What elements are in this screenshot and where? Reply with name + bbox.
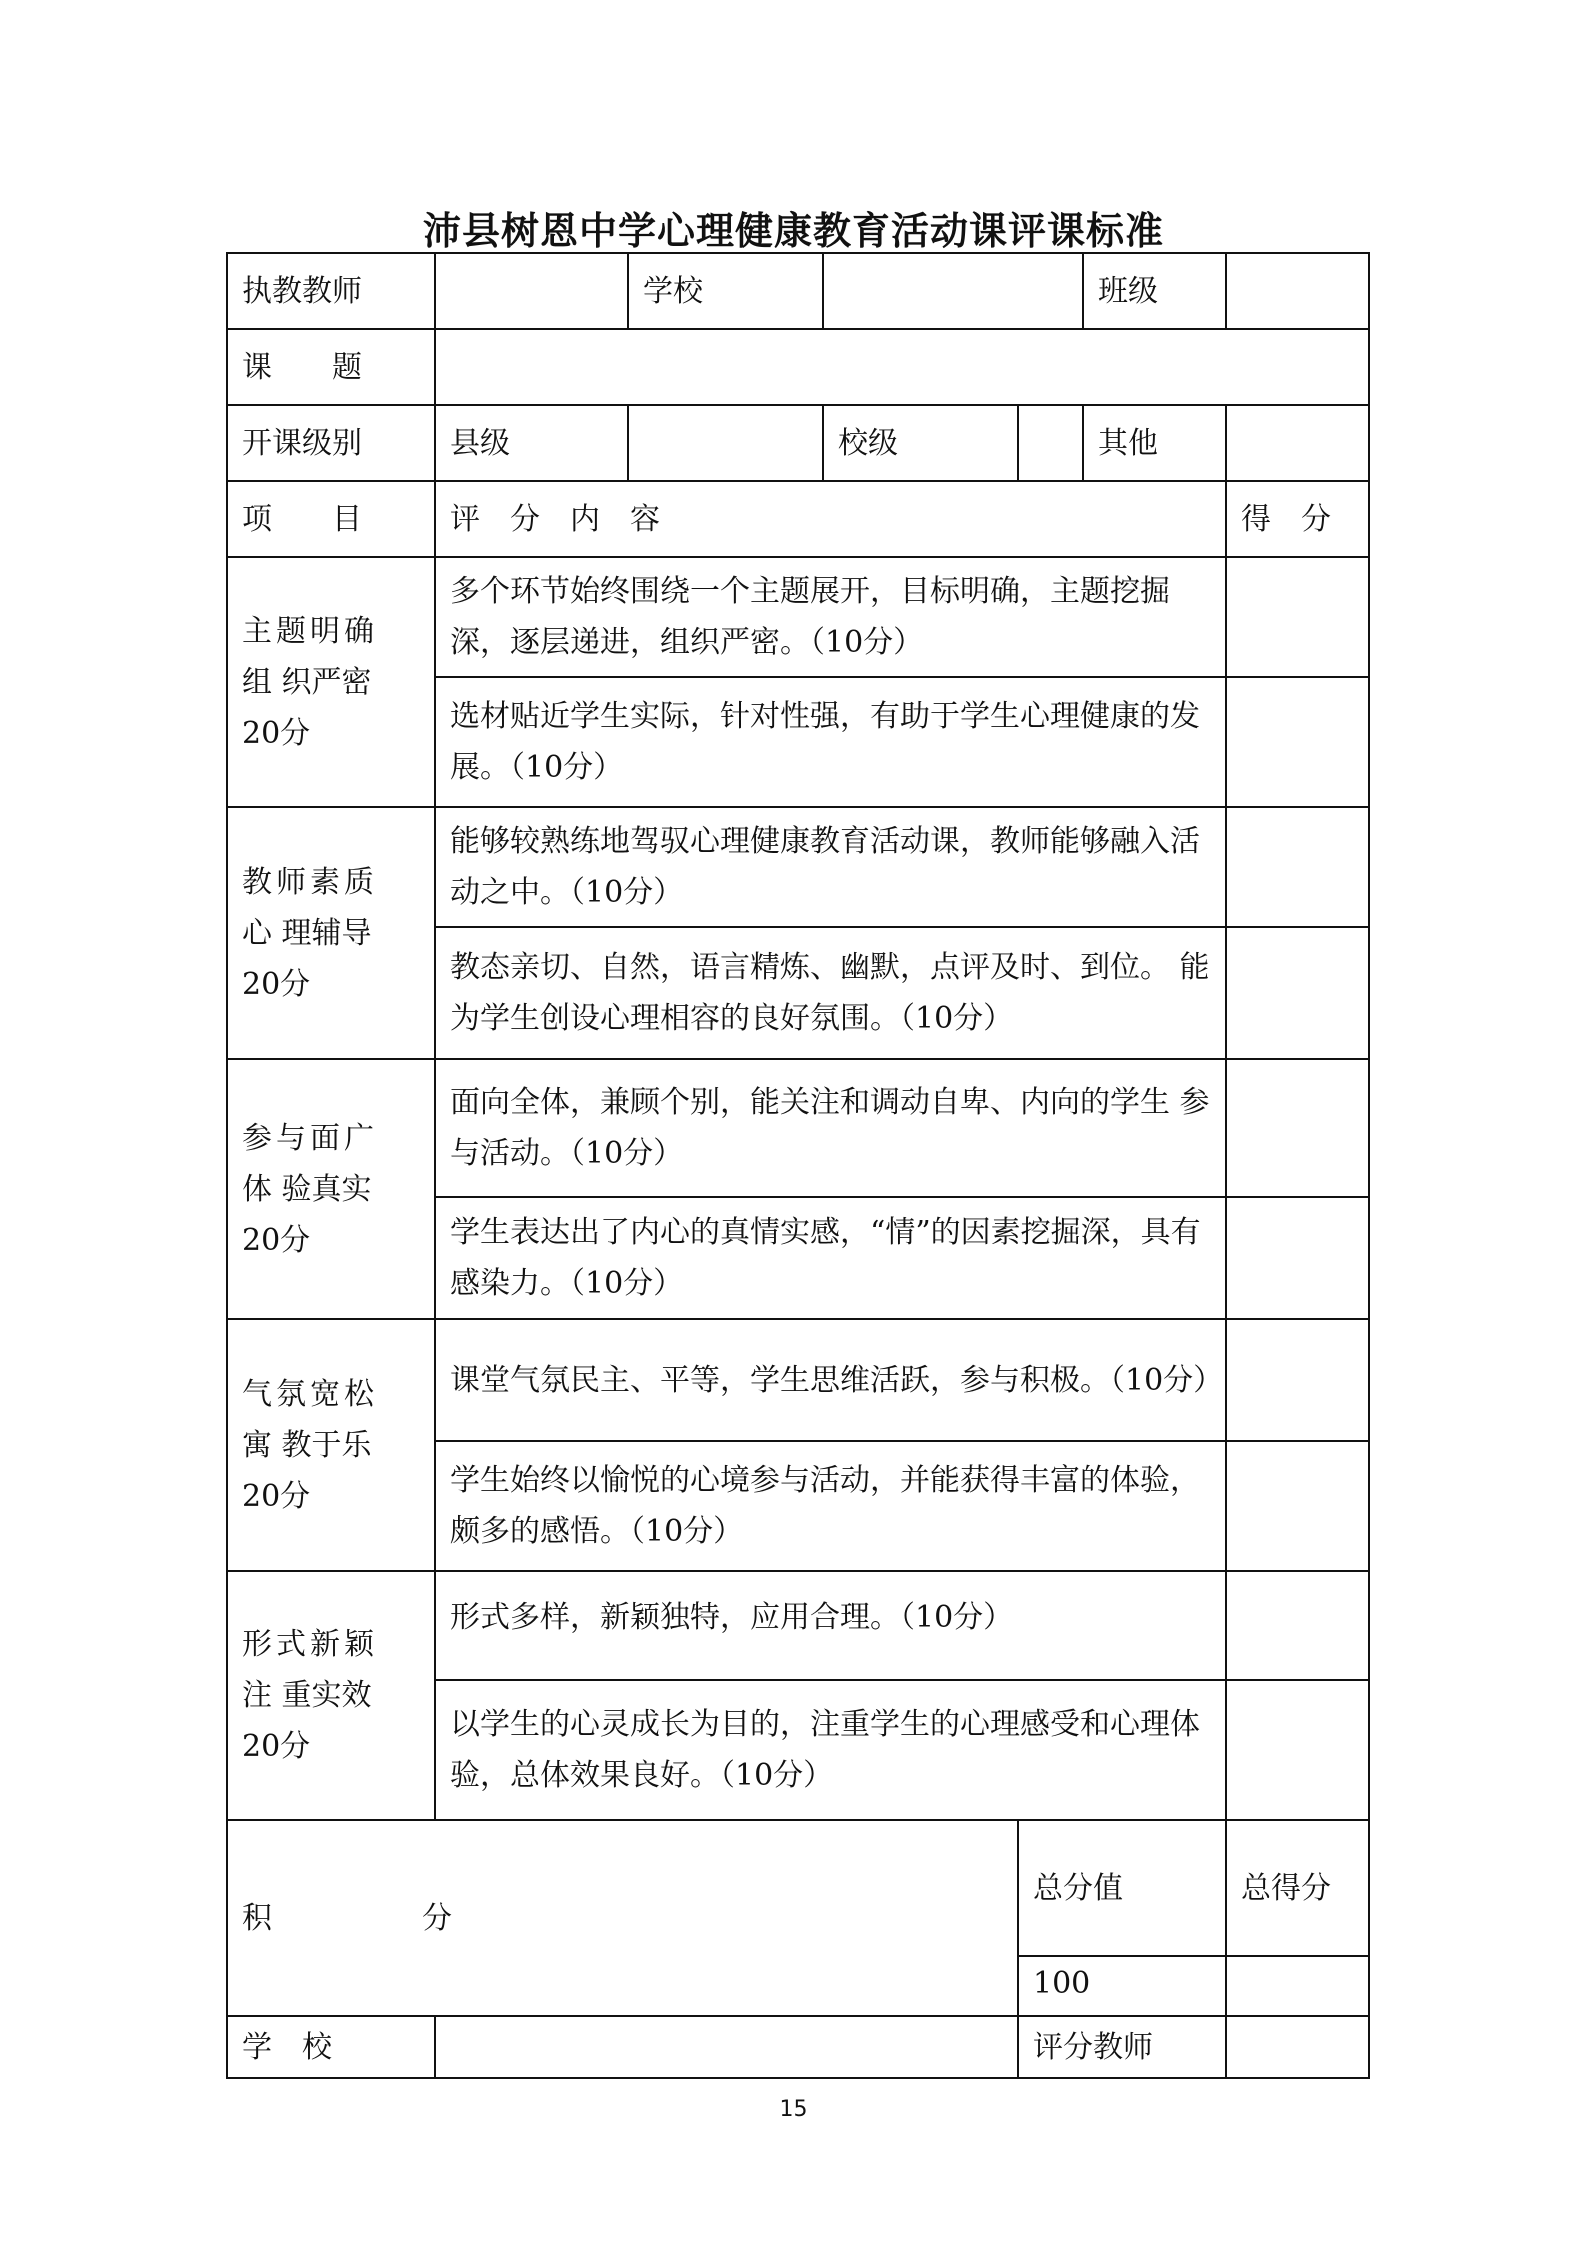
criterion-item: 能够较熟练地驾驭心理健康教育活动课，教师能够融入活动之中。（10分） xyxy=(435,807,1226,927)
criterion-points: 20分 xyxy=(242,715,311,751)
criterion-category xyxy=(227,557,435,807)
total-score-label: 总得分 xyxy=(1226,1820,1369,1956)
header-row-teacher xyxy=(227,253,1369,329)
criterion-category-line: 寓 教于乐 xyxy=(242,1427,372,1463)
page-number: 15 xyxy=(779,2097,808,2122)
score-field[interactable] xyxy=(1226,1319,1369,1441)
header-row-level xyxy=(227,405,1369,481)
criterion-category-line: 主题明确 xyxy=(242,613,378,649)
teacher-field[interactable] xyxy=(435,253,628,329)
criterion-category-line: 教师素质 xyxy=(242,864,378,900)
criterion-points: 20分 xyxy=(242,1729,311,1764)
level-label: 开课级别 xyxy=(227,405,435,481)
county-level-field[interactable] xyxy=(628,405,823,481)
criterion-item: 以学生的心灵成长为目的，注重学生的心理感受和心理体验，总体效果良好。（10分） xyxy=(435,1680,1226,1820)
topic-label: 课 题 xyxy=(227,329,435,405)
criterion-row xyxy=(227,557,1369,677)
signature-row xyxy=(227,2016,1369,2078)
total-label: 积 分 xyxy=(227,1820,1018,2016)
teacher-label: 执教教师 xyxy=(227,253,435,329)
score-field[interactable] xyxy=(1226,677,1369,807)
criterion-category-line: 注 重实效 xyxy=(242,1678,372,1713)
criterion-category-line: 心 理辅导 xyxy=(242,915,372,951)
score-field[interactable] xyxy=(1226,1197,1369,1319)
criterion-item: 面向全体，兼顾个别，能关注和调动自卑、内向的学生 参与活动。（10分） xyxy=(435,1059,1226,1197)
footer-school-field[interactable] xyxy=(435,2016,1018,2078)
content-header: 评 分 内 容 xyxy=(435,481,1226,557)
school-label: 学校 xyxy=(628,253,823,329)
topic-field[interactable] xyxy=(435,329,1369,405)
score-field[interactable] xyxy=(1226,927,1369,1059)
totals-row xyxy=(227,1820,1369,1956)
max-score-label: 总分值 xyxy=(1018,1820,1226,1956)
total-score-field[interactable] xyxy=(1226,1956,1369,2016)
other-level-field[interactable] xyxy=(1226,405,1369,481)
criterion-category-line: 组 织严密 xyxy=(242,664,372,700)
class-label: 班级 xyxy=(1083,253,1226,329)
evaluation-table xyxy=(226,252,1370,2079)
score-field[interactable] xyxy=(1226,1571,1369,1680)
school-level-field[interactable] xyxy=(1018,405,1083,481)
score-field[interactable] xyxy=(1226,557,1369,677)
criterion-category xyxy=(227,807,435,1059)
school-field[interactable] xyxy=(823,253,1083,329)
criterion-category-line: 体 验真实 xyxy=(242,1171,372,1207)
criterion-item: 多个环节始终围绕一个主题展开，目标明确，主题挖掘深，逐层递进，组织严密。（10分） xyxy=(435,557,1226,677)
other-level-label: 其他 xyxy=(1083,405,1226,481)
criterion-points: 20分 xyxy=(242,966,311,1002)
max-score-value: 100 xyxy=(1018,1956,1226,2016)
score-field[interactable] xyxy=(1226,1680,1369,1820)
criterion-row xyxy=(227,1059,1369,1197)
criterion-category xyxy=(227,1319,435,1571)
score-field[interactable] xyxy=(1226,807,1369,927)
page-title: 沛县树恩中学心理健康教育活动课评课标准 xyxy=(422,208,1164,253)
score-field[interactable] xyxy=(1226,1441,1369,1571)
criterion-item: 学生表达出了内心的真情实感，“情”的因素挖掘深，具有感染力。（10分） xyxy=(435,1197,1226,1319)
header-row-topic xyxy=(227,329,1369,405)
column-header-row xyxy=(227,481,1369,557)
score-header: 得 分 xyxy=(1226,481,1369,557)
county-level-label: 县级 xyxy=(435,405,628,481)
school-level-label: 校级 xyxy=(823,405,1018,481)
criterion-row xyxy=(227,1571,1369,1680)
criterion-points: 20分 xyxy=(242,1478,311,1514)
grader-label: 评分教师 xyxy=(1018,2016,1226,2078)
grader-field[interactable] xyxy=(1226,2016,1369,2078)
criterion-category xyxy=(227,1059,435,1319)
criterion-row xyxy=(227,1319,1369,1441)
criterion-category-line: 参与面广 xyxy=(242,1120,378,1156)
criterion-item: 学生始终以愉悦的心境参与活动，并能获得丰富的体验，颇多的感悟。（10分） xyxy=(435,1441,1226,1571)
criterion-category-line: 形式新颖 xyxy=(242,1627,378,1662)
criterion-category xyxy=(227,1571,435,1820)
item-header: 项 目 xyxy=(227,481,435,557)
criterion-item: 教态亲切、自然，语言精炼、幽默，点评及时、到位。 能为学生创设心理相容的良好氛围。（10分） xyxy=(435,927,1226,1059)
criterion-item: 选材贴近学生实际，针对性强，有助于学生心理健康的发展。（10分） xyxy=(435,677,1226,807)
footer-school-label: 学 校 xyxy=(227,2016,435,2078)
criterion-row xyxy=(227,807,1369,927)
criterion-points: 20分 xyxy=(242,1222,311,1258)
criterion-item: 形式多样，新颖独特，应用合理。（10分） xyxy=(435,1571,1226,1680)
criterion-item: 课堂气氛民主、平等，学生思维活跃，参与积极。（10分） xyxy=(435,1319,1226,1441)
criterion-category-line: 气氛宽松 xyxy=(242,1376,378,1412)
class-field[interactable] xyxy=(1226,253,1369,329)
score-field[interactable] xyxy=(1226,1059,1369,1197)
